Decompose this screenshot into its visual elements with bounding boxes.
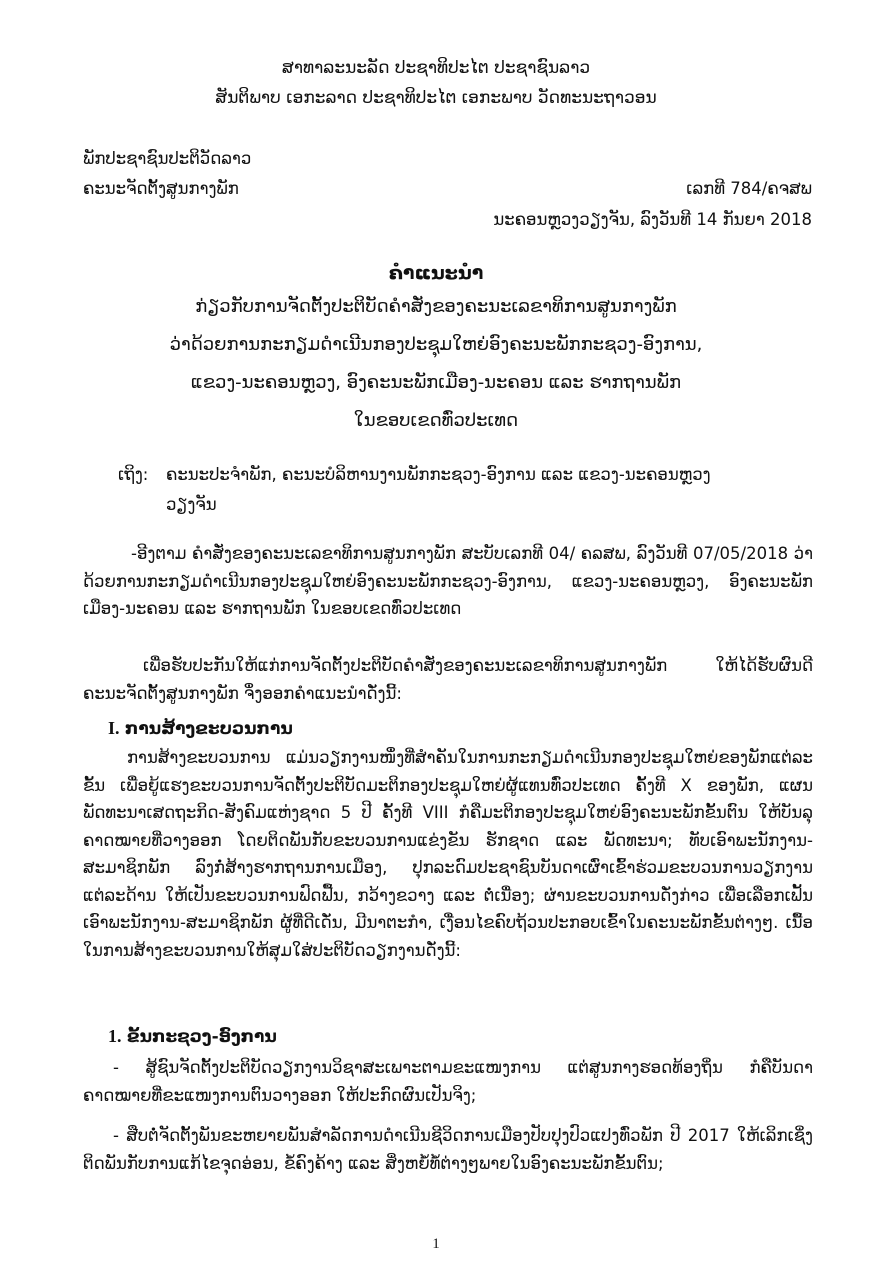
paragraph-purpose: ເພື່ອຮັບປະກັນໃຫ້ແກ່ການຈັດຕັ້ງປະຕິບັດຄໍາສັ່ງຂອງຄະນະເລຂາທິການສູນກາງພັກ ໃຫ້ໄດ້ຮັບຜົນດີ ຄະນະຈັດຕັ້ງສູນກາງພັກ ຈຶ່ງອອກຄໍາແນະນໍາດັ່ງນີ້:	[83, 656, 813, 703]
place-and-date: ນະຄອນຫຼວງວຽງຈັນ, ລົງວັນທີ 14 ກັນຍາ 2018	[493, 210, 812, 229]
issuing-committee: ຄະນະຈັດຕັ້ງສູນກາງພັກ	[83, 179, 239, 198]
recipients-label: ເຖິງ:	[118, 465, 149, 484]
state-motto-line: ສັນຕິພາບ ເອກະລາດ ປະຊາທິປະໄຕ ເອກະພາບ ວັດທະນະຖາວອນ	[215, 88, 657, 108]
recipients-line-2: ວຽງຈັນ	[166, 495, 217, 514]
paragraph-movement: ການສ້າງຂະບວນການ ແມ່ນວຽກງານໜຶ່ງທີ່ສໍາຄັນໃນການກະກຽມດໍາເນີນກອງປະຊຸມໃຫຍ່ຂອງພັກແຕ່ລະຂັ້ນ ເພື່ອຍູ້ແຮງຂະບວນການຈັດຕັ້ງປະຕິບັດມະຕິກອງປະຊຸມໃຫຍ່ຜູ້ແທນທົ່ວປະເທດ ຄັ້ງທີ X ຂອງພັກ, ແຜນພັດທະນາເສດຖະກິດ-ສັງຄົມແຫ່ງຊາດ 5 ປີ ຄັ້ງທີ VIII ກໍຄືມະຕິກອງປະຊຸມໃຫຍ່ອົງຄະນະພັກຂັ້ນຕົນ ໃຫ້ບັນລຸຄາດໝາຍທີ່ວາງອອກ ໂດຍຕິດພັນກັບຂະບວນການແຂ່ງຂັນ ຮັກຊາດ ແລະ ພັດທະນາ; ທັບເອົາພະນັກງານ-ສະມາຊິກພັກ ລົງກໍ່ສ້າງຮາກຖານການເມືອງ, ປຸກລະດົມປະຊາຊົນບັນດາເຜົ່າເຂົ້າຮ່ວມຂະບວນການວຽກງານແຕ່ລະດ້ານ ໃຫ້ເປັນຂະບວນການຟົດຟື້ນ, ກວ້າງຂວາງ ແລະ ຕໍ່ເນື່ອງ; ຜ່ານຂະບວນການດັ່ງກ່າວ ເພື່ອເລືອກເຟັ້ນເອົາພະນັກງານ-ສະມາຊິກພັກ ຜູ້ທີ່ດີເດັ່ນ, ມີນາຕະກຳ, ເງື່ອນໄຂຄົບຖ້ວນປະກອບເຂົ້າໃນຄະນະພັກຂັ້ນຕ່າງໆ. ເນື້ອໃນການສ້າງຂະບວນການໃຫ້ສຸມໃສ່ປະຕິບັດວຽກງານດັ່ງນີ້:	[83, 748, 813, 960]
section-title: ການສ້າງຂະບວນການ	[124, 719, 293, 739]
paragraph-task-1: - ສູ້ຊົນຈັດຕັ້ງປະຕິບັດວຽກງານວິຊາສະເພາະຕາມຂະແໜງການ ແຕ່ສູນກາງຮອດທ້ອງຖິ່ນ ກໍຄືບັນດາຄາດໝາຍທີ່ຂະແໜງການຕົນວາງອອກ ໃຫ້ປະກົດຜົນເປັນຈິງ;	[83, 1058, 813, 1105]
section-number: I.	[108, 718, 120, 738]
subsection-number: 1.	[108, 1026, 122, 1046]
title-subline-2: ວ່າດ້ວຍການກະກຽມດໍາເນີນກອງປະຊຸມໃຫຍ່ອົງຄະນະພັກກະຊວງ-ອົງການ,	[169, 334, 703, 355]
subsection-heading	[108, 1022, 277, 1051]
document-title: ຄໍາແນະນໍາ	[388, 262, 484, 284]
party-name: ພັກປະຊາຊົນປະຕິວັດລາວ	[83, 149, 252, 168]
subsection-title: ຂັ້ນກະຊວງ-ອົງການ	[126, 1027, 277, 1047]
section-heading	[108, 714, 293, 743]
title-subline-1: ກ່ຽວກັບການຈັດຕັ້ງປະຕິບັດຄໍາສັ່ງຂອງຄະນະເລຂາທິການສູນກາງພັກ	[195, 296, 677, 317]
title-subline-4: ໃນຂອບເຂດທົ່ວປະເທດ	[353, 410, 519, 431]
paragraph-task-2: - ສືບຕໍ່ຈັດຕັ້ງພັນຂະຫຍາຍພັນສໍາລັດການດໍາເນີນຊີວິດການເມືອງປັບປຸງປົວແປງທົ່ວພັກ ປີ 2017 ໃຫ້ເລິກເຊິ່ງ ຕິດພັນກັບການແກ້ໄຂຈຸດອ່ອນ, ຂໍ້ຄົງຄ້າງ ແລະ ສິ່ງຫຍໍ້ທໍ້ຕ່າງໆພາຍໃນອົງຄະນະພັກຂັ້ນຕົນ;	[83, 1126, 813, 1173]
recipients-line-1: ຄະນະປະຈໍາພັກ, ຄະນະບໍລິຫານງານພັກກະຊວງ-ອົງການ ແລະ ແຂວງ-ນະຄອນຫຼວງ	[166, 465, 711, 484]
title-subline-3: ແຂວງ-ນະຄອນຫຼວງ, ອົງຄະນະພັກເມືອງ-ນະຄອນ ແລະ ຮາກຖານພັກ	[190, 372, 682, 393]
page-number: 1	[432, 1236, 440, 1252]
paragraph-reference: -ອີງຕາມ ຄໍາສັ່ງຂອງຄະນະເລຂາທິການສູນກາງພັກ ສະບັບເລກທີ 04/ ຄລສພ, ລົງວັນທີ 07/05/2018 ວ່າດ້ວຍການກະກຽມດໍາເນີນກອງປະຊຸມໃຫຍ່ອົງຄະນະພັກກະຊວງ-ອົງການ, ແຂວງ-ນະຄອນຫຼວງ, ອົງຄະນະພັກເມືອງ-ນະຄອນ ແລະ ຮາກຖານພັກ ໃນຂອບເຂດທົ່ວປະເທດ	[83, 544, 813, 618]
document-number: ເລກທີ 784/ຄຈສພ	[686, 179, 812, 198]
state-name-line: ສາທາລະນະລັດ ປະຊາທິປະໄຕ ປະຊາຊົນລາວ	[281, 58, 591, 78]
